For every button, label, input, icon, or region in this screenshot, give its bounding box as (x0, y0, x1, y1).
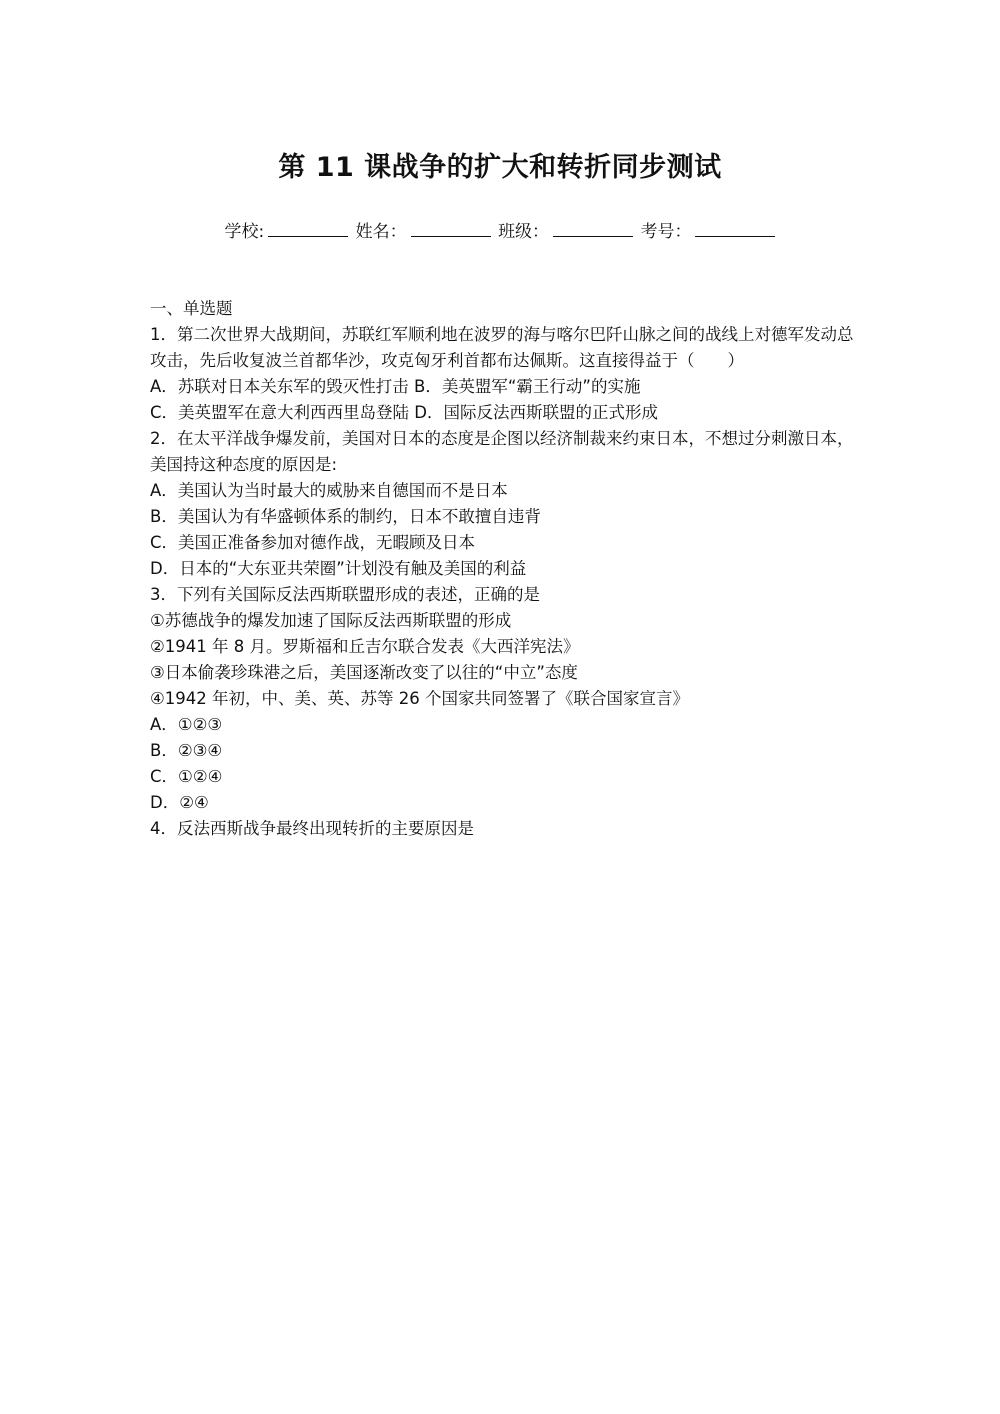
name-label: 姓名： (355, 222, 407, 242)
student-info-line (0, 216, 1000, 246)
class-field (498, 216, 633, 246)
option-line: C．①②④ (150, 767, 223, 786)
class-blank (553, 216, 633, 237)
exam-number-field (640, 216, 775, 246)
section-heading: 一、单选题 (150, 299, 233, 318)
page-title: 第 11 课战争的扩大和转折同步测试 (278, 152, 722, 183)
question-1 (150, 322, 870, 426)
school-label: 学校: (224, 222, 265, 242)
question-stem: 1．第二次世界大战期间，苏联红军顺利地在波罗的海与喀尔巴阡山脉之间的战线上对德军发动总攻击，先后收复波兰首都华沙，攻克匈牙利首都布达佩斯。这直接得益于（ ） (150, 325, 854, 370)
option-line: A．美国认为当时最大的威胁来自德国而不是日本 (150, 481, 508, 500)
statement-line: ①苏德战争的爆发加速了国际反法西斯联盟的形成 (150, 611, 512, 630)
class-label: 班级： (498, 222, 550, 242)
statement-line: ③日本偷袭珍珠港之后，美国逐渐改变了以往的“中立”态度 (150, 663, 578, 682)
exam-number-blank (695, 216, 775, 237)
question-4 (150, 816, 870, 842)
option-line: A．①②③ (150, 715, 223, 734)
school-blank (268, 216, 348, 237)
exam-number-label: 考号： (640, 222, 692, 242)
option-line: A．苏联对日本关东军的毁灭性打击 B．美英盟军“霸王行动”的实施 (150, 377, 641, 396)
option-line: C．美英盟军在意大利西西里岛登陆 D．国际反法西斯联盟的正式形成 (150, 403, 658, 422)
option-line: B．②③④ (150, 741, 223, 760)
question-3 (150, 582, 870, 816)
option-line: D．②④ (150, 793, 209, 812)
name-field (356, 216, 491, 246)
question-stem: 4．反法西斯战争最终出现转折的主要原因是 (150, 819, 474, 838)
question-stem: 3．下列有关国际反法西斯联盟形成的表述，正确的是 (150, 585, 540, 604)
name-blank (411, 216, 491, 237)
statement-line: ④1942 年初，中、美、英、苏等 26 个国家共同签署了《联合国家宣言》 (150, 689, 690, 708)
statement-line: ②1941 年 8 月。罗斯福和丘吉尔联合发表《大西洋宪法》 (150, 637, 580, 656)
school-field (225, 216, 349, 246)
option-line: B．美国认为有华盛顿体系的制约，日本不敢擅自违背 (150, 507, 541, 526)
option-line: D．日本的“大东亚共荣圈”计划没有触及美国的利益 (150, 559, 527, 578)
question-content (150, 296, 870, 842)
question-2 (150, 426, 870, 582)
question-stem: 2．在太平洋战争爆发前，美国对日本的态度是企图以经济制裁来约束日本，不想过分刺激日本，美国持这种态度的原因是: (150, 429, 854, 474)
option-line: C．美国正准备参加对德作战，无暇顾及日本 (150, 533, 476, 552)
